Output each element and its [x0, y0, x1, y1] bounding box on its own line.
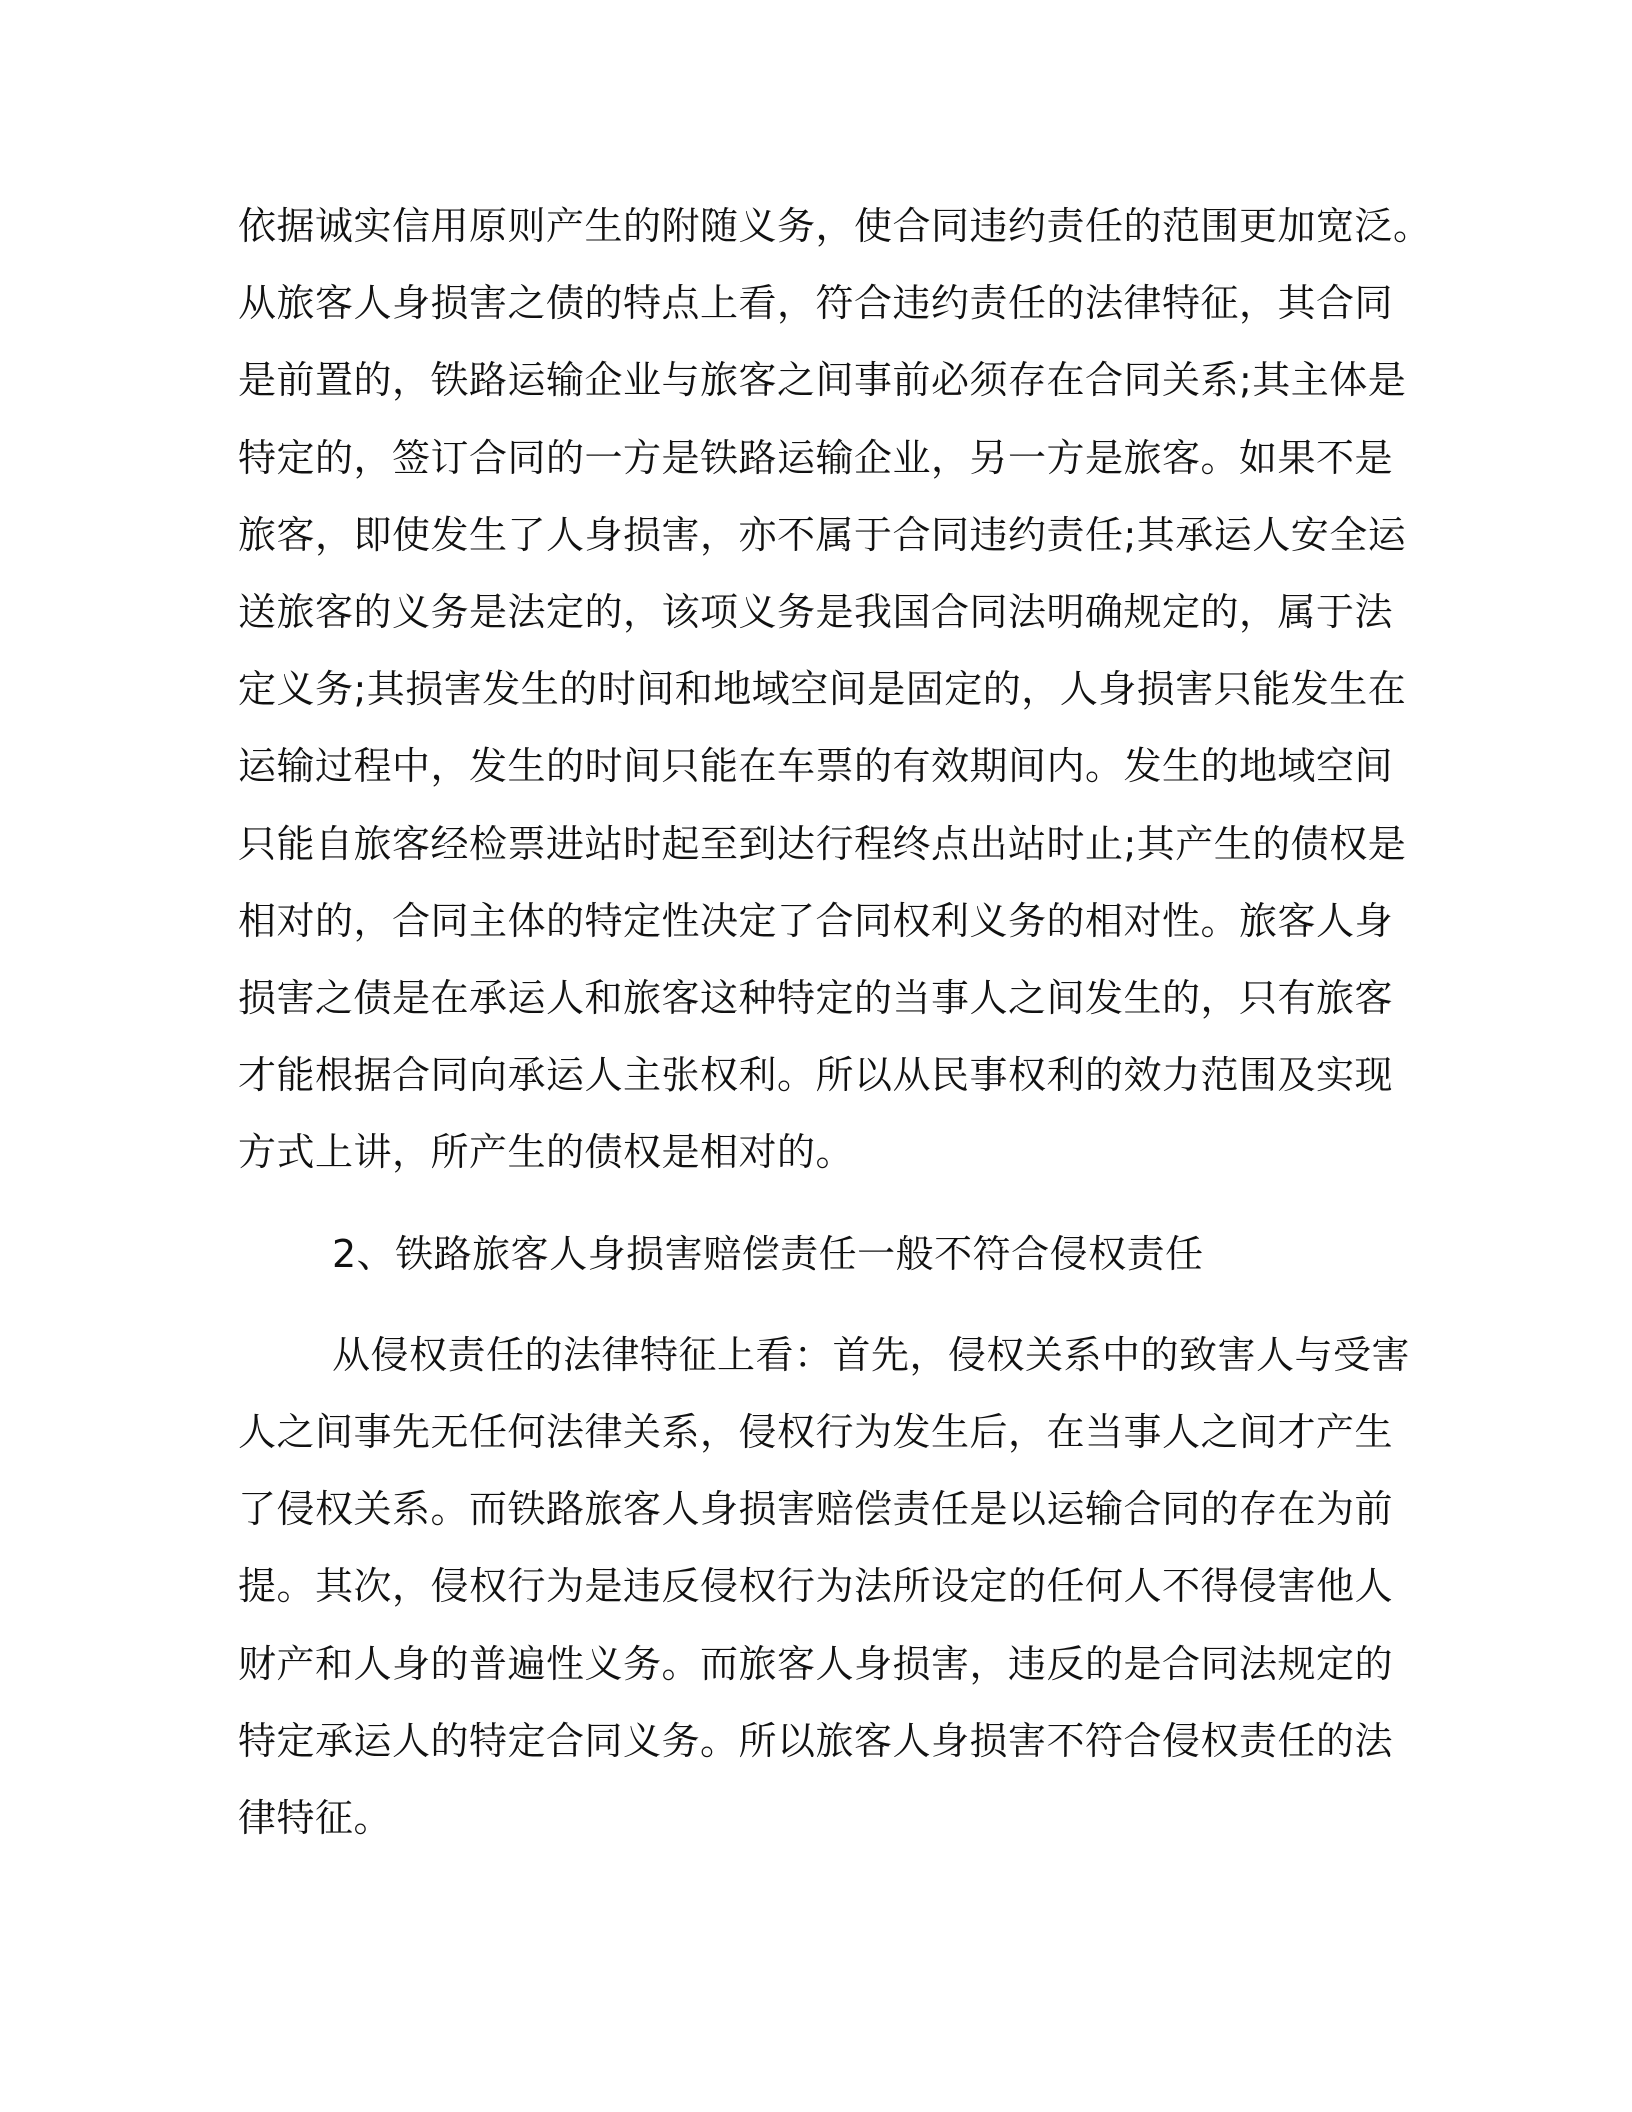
section-heading-text: 2、铁路旅客人身损害赔偿责任一般不符合侵权责任 — [332, 1231, 1204, 1276]
text-line: 送旅客的义务是法定的，该项义务是我国合同法明确规定的，属于法 — [238, 590, 1394, 635]
text-line: 依据诚实信用原则产生的附随义务，使合同违约责任的范围更加宽泛。 — [238, 204, 1432, 248]
text-line: 损害之债是在承运人和旅客这种特定的当事人之间发生的，只有旅客 — [238, 976, 1394, 1021]
paragraph-contract-liability — [238, 188, 1432, 1192]
text-line: 律特征。 — [238, 1796, 393, 1841]
paragraph-tort-liability — [238, 1317, 1411, 1857]
document-body — [238, 188, 1432, 1857]
text-line: 是前置的，铁路运输企业与旅客之间事前必须存在合同关系;其主体是 — [238, 358, 1407, 403]
text-line: 了侵权关系。而铁路旅客人身损害赔偿责任是以运输合同的存在为前 — [238, 1487, 1394, 1532]
text-line: 定义务;其损害发生的时间和地域空间是固定的，人身损害只能发生在 — [238, 667, 1407, 712]
text-line: 提。其次，侵权行为是违反侵权行为法所设定的任何人不得侵害他人 — [238, 1564, 1394, 1609]
text-line: 只能自旅客经检票进站时起至到达行程终点出站时止;其产生的债权是 — [238, 821, 1407, 866]
text-line: 相对的，合同主体的特定性决定了合同权利义务的相对性。旅客人身 — [238, 898, 1394, 943]
text-line: 从旅客人身损害之债的特点上看，符合违约责任的法律特征，其合同 — [238, 281, 1394, 326]
text-line: 特定承运人的特定合同义务。所以旅客人身损害不符合侵权责任的法 — [238, 1718, 1394, 1763]
text-line: 运输过程中，发生的时间只能在车票的有效期间内。发生的地域空间 — [238, 744, 1394, 789]
text-line: 特定的，签订合同的一方是铁路运输企业，另一方是旅客。如果不是 — [238, 435, 1394, 480]
text-line: 旅客，即使发生了人身损害，亦不属于合同违约责任;其承运人安全运 — [238, 512, 1407, 557]
text-line: 方式上讲，所产生的债权是相对的。 — [238, 1130, 855, 1175]
text-line: 人之间事先无任何法律关系，侵权行为发生后，在当事人之间才产生 — [238, 1410, 1394, 1455]
section-heading — [238, 1216, 1386, 1293]
text-line: 财产和人身的普遍性义务。而旅客人身损害，违反的是合同法规定的 — [238, 1641, 1394, 1686]
text-line: 才能根据合同向承运人主张权利。所以从民事权利的效力范围及实现 — [238, 1053, 1394, 1098]
text-line: 从侵权责任的法律特征上看：首先，侵权关系中的致害人与受害 — [332, 1332, 1411, 1377]
